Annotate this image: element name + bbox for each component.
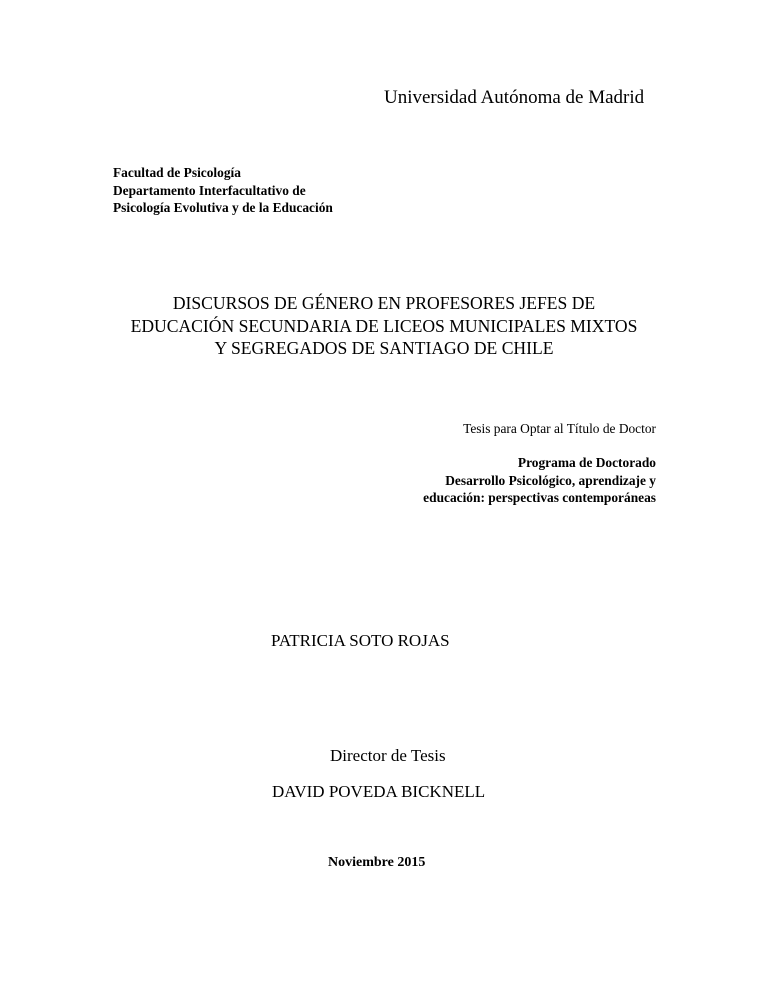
thesis-title-line-3: Y SEGREGADOS DE SANTIAGO DE CHILE (214, 338, 554, 358)
submission-date: Noviembre 2015 (328, 855, 426, 870)
university-name: Universidad Autónoma de Madrid (384, 87, 645, 108)
program-block (423, 454, 656, 507)
faculty-block (113, 164, 333, 217)
program-line-1: Programa de Doctorado (517, 455, 656, 470)
thesis-title-line-2: EDUCACIÓN SECUNDARIA DE LICEOS MUNICIPALES MIXTOS (130, 315, 638, 336)
program-line-2: Desarrollo Psicológico, aprendizaje y (445, 472, 656, 488)
department-line-continued: Psicología Evolutiva y de la Educación (113, 200, 333, 215)
degree-statement: Tesis para Optar al Título de Doctor (463, 421, 656, 436)
director-label: Director de Tesis (330, 746, 446, 765)
program-line-3: educación: perspectivas contemporáneas (423, 490, 656, 505)
thesis-title (60, 292, 708, 360)
department-line: Departamento Interfacultativo de (113, 182, 306, 198)
author-name: PATRICIA SOTO ROJAS (271, 631, 450, 650)
thesis-title-line-1: DISCURSOS DE GÉNERO EN PROFESORES JEFES DE (172, 293, 596, 313)
director-name: DAVID POVEDA BICKNELL (272, 782, 486, 801)
faculty-line: Facultad de Psicología (113, 165, 241, 180)
